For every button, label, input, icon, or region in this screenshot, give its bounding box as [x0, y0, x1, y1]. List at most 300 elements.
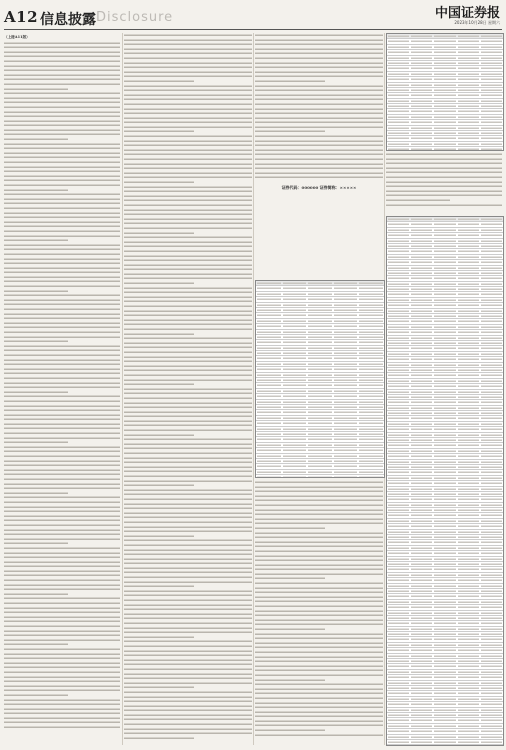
table-cell — [411, 239, 432, 243]
table-cell — [257, 464, 281, 468]
table-cell — [359, 378, 383, 382]
table-cell — [359, 443, 383, 447]
table-cell — [411, 66, 432, 70]
table-cell — [434, 691, 455, 695]
table-cell — [388, 600, 409, 604]
table-cell — [411, 50, 432, 54]
table-cell — [481, 104, 502, 108]
table-cell — [411, 298, 432, 302]
table-cell — [257, 459, 281, 463]
table-cell — [283, 297, 307, 301]
table-cell — [257, 340, 281, 344]
table-cell — [283, 324, 307, 328]
table-cell — [359, 405, 383, 409]
table-cell — [458, 589, 479, 593]
table-cell — [481, 605, 502, 609]
table-cell — [308, 410, 332, 414]
table-cell — [334, 286, 358, 290]
table-cell — [388, 497, 409, 501]
table-cell — [388, 664, 409, 668]
table-cell — [334, 324, 358, 328]
table-cell — [458, 708, 479, 712]
table-cell — [411, 438, 432, 442]
table-cell — [481, 589, 502, 593]
table-cell — [388, 637, 409, 641]
table-cell — [434, 605, 455, 609]
table-cell — [458, 697, 479, 701]
text-line — [124, 736, 194, 741]
table-cell — [308, 459, 332, 463]
table-cell — [481, 276, 502, 280]
table-cell — [388, 352, 409, 356]
table-cell — [257, 394, 281, 398]
table-cell — [434, 352, 455, 356]
table-cell — [458, 470, 479, 474]
table-cell — [388, 303, 409, 307]
table-cell — [458, 384, 479, 388]
table-cell — [458, 465, 479, 469]
table-cell — [458, 142, 479, 146]
table-cell — [388, 433, 409, 437]
table-cell — [481, 557, 502, 561]
table-cell — [308, 319, 332, 323]
table-cell — [458, 222, 479, 226]
table-cell — [434, 61, 455, 65]
table-cell — [458, 562, 479, 566]
table-cell — [411, 670, 432, 674]
table-cell — [411, 309, 432, 313]
table-cell — [458, 390, 479, 394]
table-cell — [388, 400, 409, 404]
table-cell — [334, 340, 358, 344]
table-cell — [411, 330, 432, 334]
table-cell — [481, 303, 502, 307]
table-cell — [257, 437, 281, 441]
table-cell — [257, 432, 281, 436]
table-cell — [388, 508, 409, 512]
table-cell — [458, 578, 479, 582]
table-cell — [458, 346, 479, 350]
table-cell — [334, 319, 358, 323]
text-line — [386, 203, 502, 208]
table-cell — [411, 99, 432, 103]
table-cell — [334, 394, 358, 398]
table-cell — [434, 503, 455, 507]
table-cell — [481, 616, 502, 620]
table-cell — [458, 611, 479, 615]
table-cell — [283, 286, 307, 290]
table-cell — [411, 115, 432, 119]
table-cell — [411, 702, 432, 706]
table-cell — [458, 427, 479, 431]
table-cell — [359, 437, 383, 441]
table-cell — [388, 115, 409, 119]
table-cell — [434, 573, 455, 577]
table-cell — [411, 557, 432, 561]
table-cell — [458, 400, 479, 404]
table-cell — [388, 745, 409, 746]
table-cell — [481, 233, 502, 237]
table-cell — [308, 405, 332, 409]
table-cell — [388, 427, 409, 431]
table-cell — [481, 438, 502, 442]
table-cell — [434, 584, 455, 588]
table-cell — [359, 470, 383, 474]
table-cell — [458, 530, 479, 534]
table-cell — [458, 551, 479, 555]
table-cell — [388, 708, 409, 712]
table-cell — [411, 718, 432, 722]
table-cell — [411, 411, 432, 415]
table-cell — [388, 411, 409, 415]
table-cell — [359, 389, 383, 393]
table-cell — [434, 497, 455, 501]
table-cell — [359, 475, 383, 478]
table-cell — [458, 341, 479, 345]
table-cell — [411, 368, 432, 372]
table-cell — [411, 449, 432, 453]
table-cell — [257, 443, 281, 447]
table-cell — [481, 519, 502, 523]
table-cell — [434, 287, 455, 291]
table-cell — [411, 136, 432, 140]
table-cell — [411, 454, 432, 458]
table-cell — [411, 648, 432, 652]
table-cell — [359, 383, 383, 387]
table-cell — [388, 697, 409, 701]
table-cell — [283, 351, 307, 355]
table-cell — [257, 346, 281, 350]
table-cell — [283, 470, 307, 474]
table-cell — [359, 394, 383, 398]
table-cell — [283, 335, 307, 339]
table-cell — [359, 281, 383, 285]
table-cell — [481, 681, 502, 685]
table-cell — [411, 249, 432, 253]
table-cell — [257, 356, 281, 360]
table-row — [387, 745, 503, 746]
table-cell — [388, 255, 409, 259]
notice-title: 证券代码：000000 证券简称：××××× — [281, 185, 357, 190]
table-cell — [458, 147, 479, 151]
column-continuation: （上接A11版） — [4, 35, 30, 39]
table-cell — [481, 66, 502, 70]
text-column-4 — [386, 152, 502, 212]
table-cell — [481, 61, 502, 65]
table-cell — [359, 454, 383, 458]
text-column-3 — [255, 33, 383, 273]
table-cell — [359, 373, 383, 377]
page-header — [0, 0, 506, 30]
table-cell — [481, 508, 502, 512]
table-cell — [434, 745, 455, 746]
column-body — [4, 41, 120, 730]
table-cell — [434, 330, 455, 334]
table-cell — [481, 713, 502, 717]
table-cell — [388, 260, 409, 264]
table-cell — [434, 718, 455, 722]
table-cell — [481, 492, 502, 496]
table-cell — [481, 126, 502, 130]
table-cell — [388, 373, 409, 377]
table-cell — [458, 632, 479, 636]
table-cell — [257, 303, 281, 307]
table-cell — [434, 632, 455, 636]
table-cell — [388, 104, 409, 108]
table-cell — [434, 713, 455, 717]
table-cell — [434, 443, 455, 447]
table-cell — [388, 368, 409, 372]
text-column-3-lower — [255, 480, 383, 745]
table-cell — [434, 336, 455, 340]
table-cell — [308, 394, 332, 398]
table-cell — [458, 670, 479, 674]
table-cell — [388, 557, 409, 561]
table-cell — [481, 298, 502, 302]
table-cell — [388, 675, 409, 679]
table-cell — [283, 405, 307, 409]
table-cell — [458, 546, 479, 550]
table-cell — [388, 578, 409, 582]
table-cell — [308, 421, 332, 425]
table-cell — [411, 664, 432, 668]
table-cell — [411, 627, 432, 631]
table-cell — [283, 394, 307, 398]
table-cell — [334, 475, 358, 478]
table-cell — [308, 340, 332, 344]
table-cell — [411, 325, 432, 329]
table-cell — [481, 513, 502, 517]
table-cell — [334, 448, 358, 452]
table-cell — [283, 373, 307, 377]
table-cell — [481, 222, 502, 226]
table-cell — [283, 459, 307, 463]
table-cell — [434, 724, 455, 728]
table-cell — [411, 427, 432, 431]
table-cell — [434, 239, 455, 243]
table-cell — [458, 648, 479, 652]
table-cell — [458, 61, 479, 65]
table-cell — [257, 367, 281, 371]
table-cell — [481, 34, 502, 38]
table-cell — [257, 410, 281, 414]
table-cell — [388, 147, 409, 151]
table-cell — [458, 282, 479, 286]
table-cell — [458, 675, 479, 679]
table-cell — [481, 632, 502, 636]
table-cell — [308, 427, 332, 431]
table-cell — [334, 410, 358, 414]
table-cell — [411, 346, 432, 350]
table-cell — [434, 406, 455, 410]
dateline: 2023年10月28日 星期六 — [454, 20, 500, 25]
table-cell — [334, 400, 358, 404]
table-cell — [458, 497, 479, 501]
table-cell — [283, 313, 307, 317]
table-cell — [359, 351, 383, 355]
table-cell — [434, 600, 455, 604]
table-cell — [257, 362, 281, 366]
table-cell — [388, 330, 409, 334]
table-cell — [283, 427, 307, 431]
table-cell — [458, 93, 479, 97]
table-cell — [481, 120, 502, 124]
table-cell — [334, 464, 358, 468]
table-cell — [388, 39, 409, 43]
table-cell — [359, 340, 383, 344]
table-cell — [481, 136, 502, 140]
table-cell — [434, 616, 455, 620]
table-cell — [359, 367, 383, 371]
table-cell — [359, 459, 383, 463]
table-cell — [434, 637, 455, 641]
table-cell — [458, 702, 479, 706]
table-cell — [388, 616, 409, 620]
table-cell — [411, 131, 432, 135]
table-cell — [411, 341, 432, 345]
table-cell — [481, 659, 502, 663]
table-cell — [458, 433, 479, 437]
table-cell — [388, 713, 409, 717]
table-cell — [481, 551, 502, 555]
table-cell — [458, 56, 479, 60]
table-cell — [411, 740, 432, 744]
table-cell — [388, 314, 409, 318]
table-cell — [388, 632, 409, 636]
table-cell — [481, 460, 502, 464]
table-cell — [388, 551, 409, 555]
table-cell — [434, 643, 455, 647]
table-cell — [411, 406, 432, 410]
table-cell — [481, 93, 502, 97]
table-cell — [359, 432, 383, 436]
table-cell — [334, 421, 358, 425]
table-cell — [434, 56, 455, 60]
table-cell — [458, 260, 479, 264]
table-cell — [434, 222, 455, 226]
table-cell — [411, 319, 432, 323]
table-cell — [388, 487, 409, 491]
table-cell — [359, 324, 383, 328]
table-cell — [458, 745, 479, 746]
table-cell — [388, 729, 409, 733]
table-cell — [481, 373, 502, 377]
table-cell — [411, 540, 432, 544]
table-cell — [411, 654, 432, 658]
table-cell — [481, 562, 502, 566]
table-cell — [481, 379, 502, 383]
table-cell — [388, 648, 409, 652]
table-cell — [411, 314, 432, 318]
table-cell — [359, 292, 383, 296]
table-cell — [434, 363, 455, 367]
table-cell — [257, 405, 281, 409]
table-cell — [434, 594, 455, 598]
table-cell — [257, 421, 281, 425]
table-cell — [411, 395, 432, 399]
column-body — [124, 33, 252, 740]
table-cell — [388, 136, 409, 140]
table-cell — [481, 637, 502, 641]
table-cell — [411, 460, 432, 464]
table-cell — [434, 535, 455, 539]
table-cell — [411, 217, 432, 221]
table-cell — [308, 470, 332, 474]
text-line — [255, 733, 383, 738]
table-cell — [411, 535, 432, 539]
table-cell — [308, 286, 332, 290]
table-cell — [458, 573, 479, 577]
table-cell — [359, 330, 383, 334]
table-cell — [388, 611, 409, 615]
header-rule — [4, 29, 502, 30]
table-cell — [257, 416, 281, 420]
table-cell — [481, 292, 502, 296]
table-cell — [411, 379, 432, 383]
table-cell — [411, 503, 432, 507]
section-title: 信息披露 — [40, 12, 96, 28]
table-cell — [481, 664, 502, 668]
table-cell — [434, 249, 455, 253]
table-cell — [411, 476, 432, 480]
table-cell — [458, 266, 479, 270]
table-cell — [283, 432, 307, 436]
table-cell — [388, 66, 409, 70]
table-cell — [481, 352, 502, 356]
table-cell — [481, 341, 502, 345]
table-cell — [411, 433, 432, 437]
table-cell — [434, 513, 455, 517]
table-cell — [458, 637, 479, 641]
table-cell — [481, 443, 502, 447]
table-cell — [411, 83, 432, 87]
table-cell — [257, 324, 281, 328]
table-cell — [388, 282, 409, 286]
table-cell — [308, 437, 332, 441]
table-cell — [481, 271, 502, 275]
table-cell — [359, 421, 383, 425]
table-cell — [458, 535, 479, 539]
column-body — [255, 33, 383, 180]
table-cell — [388, 735, 409, 739]
table-cell — [334, 373, 358, 377]
table-cell — [411, 363, 432, 367]
table-cell — [388, 681, 409, 685]
table-cell — [388, 584, 409, 588]
table-cell — [458, 718, 479, 722]
table-cell — [388, 718, 409, 722]
column-divider — [253, 33, 254, 745]
table-cell — [458, 233, 479, 237]
table-cell — [434, 341, 455, 345]
table-cell — [458, 217, 479, 221]
table-cell — [481, 718, 502, 722]
table-cell — [388, 228, 409, 232]
table-cell — [481, 594, 502, 598]
table-cell — [481, 465, 502, 469]
table-cell — [481, 266, 502, 270]
table-cell — [434, 422, 455, 426]
table-cell — [458, 45, 479, 49]
table-cell — [257, 292, 281, 296]
table-cell — [411, 600, 432, 604]
table-cell — [458, 476, 479, 480]
table-cell — [334, 362, 358, 366]
table-cell — [481, 368, 502, 372]
table-cell — [411, 621, 432, 625]
table-cell — [434, 433, 455, 437]
table-cell — [434, 664, 455, 668]
